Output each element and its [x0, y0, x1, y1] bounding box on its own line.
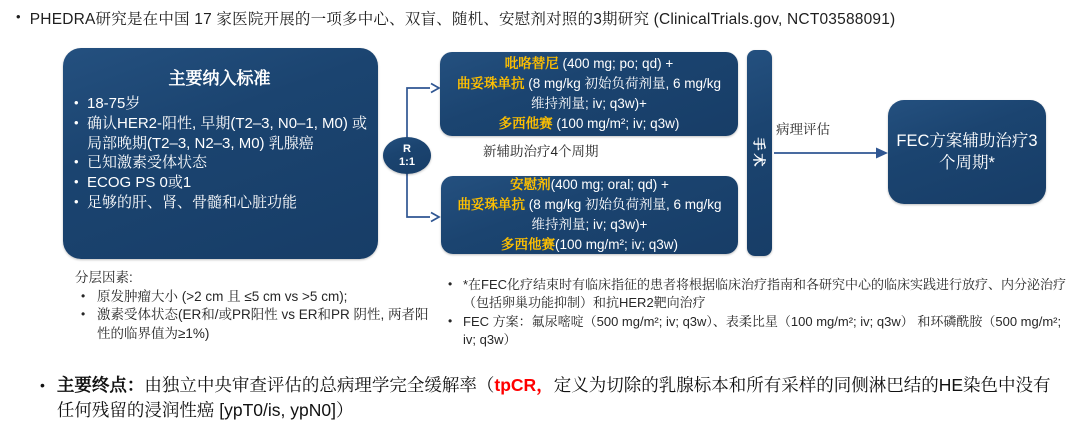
dose-text: (400 mg; oral; qd) +	[550, 177, 669, 193]
inclusion-item: • 18-75岁	[69, 94, 370, 114]
inclusion-item: • 足够的肝、肾、骨髓和心脏功能	[69, 193, 370, 213]
dose-text: (400 mg; po; qd) +	[558, 56, 674, 72]
drug-name: 多西他赛	[500, 236, 555, 252]
randomization-node	[383, 137, 431, 174]
inclusion-item: • 已知激素受体状态	[69, 153, 370, 173]
arm-line	[445, 235, 734, 255]
surgery-bar	[747, 50, 772, 256]
drug-name: 曲妥珠单抗	[457, 197, 525, 213]
pathology-assessment-label: 病理评估	[776, 122, 830, 137]
arm-line	[444, 114, 734, 134]
inclusion-item: • 确认HER2-阳性, 早期(T2–3, N0–1, M0) 或局部晚期(T2–3, N2–3, M0) 乳腺癌	[69, 114, 370, 154]
arm-line	[445, 175, 734, 195]
dose-text: (100 mg/m²; iv; q3w)	[554, 236, 679, 252]
arm-pyrotinib-box	[440, 52, 738, 136]
drug-name: 安慰剂	[510, 177, 551, 193]
footnote-item: • *在FEC化疗结束时有临床指征的患者将根据临床治疗指南和各研究中心的临床实践进行放疗、内分泌治疗（包括卵巢功能抑制）和抗HER2靶向治疗	[443, 276, 1077, 312]
dose-text: (8 mg/kg 初始负荷剂量, 6 mg/kg	[524, 197, 722, 213]
study-description-text: PHEDRA研究是在中国 17 家医院开展的一项多中心、双盲、随机、安慰剂对照的3期研究 (ClinicalTrials.gov, NCT03588091)	[29, 11, 896, 28]
dose-text: 维持剂量; iv; q3w)+	[531, 217, 648, 232]
branch-up-line	[407, 88, 430, 140]
pathology-arrowhead-icon	[876, 148, 888, 159]
fec-line1: FEC方案辅助治疗3	[896, 131, 1038, 150]
drug-name: 多西他赛	[498, 115, 553, 131]
fec-line2: 个周期*	[939, 154, 995, 172]
dose-text: 维持剂量; iv; q3w)+	[531, 96, 647, 111]
stratification-item: • 原发肿瘤大小 (>2 cm 且 ≤5 cm vs >5 cm);	[75, 288, 433, 306]
branch-down-line	[407, 172, 430, 217]
arm-line	[444, 54, 734, 74]
branch-up-arrowhead-icon	[431, 84, 439, 93]
arm-line	[444, 94, 734, 114]
surgery-label: 手术	[751, 136, 767, 170]
neoadjuvant-cycles-caption: 新辅助治疗4个周期	[483, 144, 599, 159]
inclusion-criteria-title: 主要纳入标准	[168, 69, 271, 88]
primary-endpoint-post: 定义为切除的乳腺标本和所有采样的同侧淋巴结的HE染色中没有任何残留的浸润性癌 [ypT0/is, ypN0]）	[56, 375, 1051, 420]
dose-text: (100 mg/m²; iv; q3w)	[552, 115, 680, 131]
tpcr-highlight: tpCR，	[494, 375, 554, 395]
primary-endpoint-pre: 由独立中央审查评估的总病理学完全缓解率（	[144, 375, 495, 395]
primary-endpoint-label: 主要终点：	[56, 375, 145, 395]
bullet-icon: •	[40, 377, 45, 393]
drug-name: 吡咯替尼	[504, 56, 559, 72]
randomization-ratio: 1:1	[399, 155, 415, 168]
arm-placebo-box	[441, 176, 738, 254]
arm-line	[444, 74, 734, 94]
arm-line	[445, 195, 734, 215]
arm-line	[445, 215, 734, 235]
inclusion-item: • ECOG PS 0或1	[69, 173, 370, 193]
branch-down-arrowhead-icon	[431, 213, 439, 222]
stratification-title: 分层因素:	[75, 270, 133, 285]
footnote-item: • FEC 方案：氟尿嘧啶（500 mg/m²; iv; q3w）、表柔比星（100 mg/m²; iv; q3w） 和环磷酰胺（500 mg/m²; iv; q3w）	[443, 313, 1077, 349]
dose-text: (8 mg/kg 初始负荷剂量, 6 mg/kg	[524, 76, 722, 92]
drug-name: 曲妥珠单抗	[456, 76, 525, 92]
stratification-item: • 激素受体状态(ER和/或PR阳性 vs ER和PR 阴性, 两者阳性的临界值为≥1%)	[75, 306, 433, 342]
randomization-letter: R	[403, 142, 411, 155]
bullet-icon: •	[16, 9, 21, 24]
